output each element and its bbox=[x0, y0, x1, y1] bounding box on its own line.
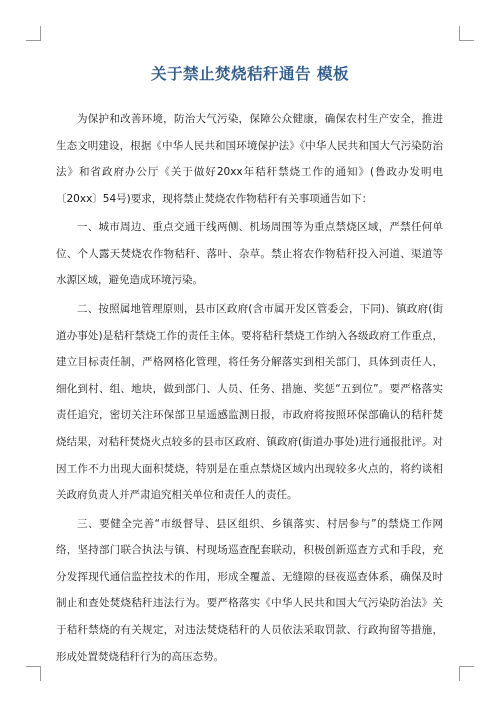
paragraph-intro: 为保护和改善环境，防治大气污染，保障公众健康，确保农村生产安全，推进生态文明建设，根据《中华人民共和国环境保护法》《中华人民共和国大气污染防治法》和省政府办公厅《关于做好20xx年秸秆禁烧工作的通知》(鲁政办发明电〔20xx〕54号)要求，现将禁止焚烧农作物秸秆有关事项通告如下： bbox=[56, 113, 443, 205]
document-body bbox=[56, 106, 443, 672]
crop-mark-bottom-left bbox=[26, 666, 41, 681]
crop-mark-top-right bbox=[459, 26, 474, 41]
paragraph-2: 二、按照属地管理原则，县市区政府(含市属开发区管委会，下同)、镇政府(街道办事处)是秸秆禁烧工作的责任主体。要将秸秆禁烧工作纳入各级政府工作重点，建立目标责任制，严格网格化管理，将任务分解落实到相关部门，具体到责任人，细化到村、组、地块，做到部门、人员、任务、措施、奖惩“五到位”。要严格落实责任追究，密切关注环保部卫星遥感监测日报，市政府将按照环保部确认的秸秆焚烧结果，对秸秆焚烧火点较多的县市区政府、镇政府(街道办事处)进行通报批评。对因工作不力出现大面积焚烧，特别是在重点禁烧区域内出现较多火点的，将约谈相关政府负责人并严肃追究相关单位和责任人的责任。 bbox=[56, 302, 443, 502]
document-title: 关于禁止焚烧秸秆通告 模板 bbox=[151, 65, 349, 83]
paragraph-3: 三、要健全完善“市级督导、县区组织、乡镇落实、村居参与”的禁烧工作网络，坚持部门联合执法与镇、村现场巡查配套联动，积极创新巡查方式和手段，充分发挥现代通信监控技术的作用，形成全覆盖、无缝隙的昼夜巡查体系，确保及时制止和查处焚烧秸秆违法行为。要严格落实《中华人民共和国大气污染防治法》关于秸秆禁烧的有关规定，对违法焚烧秸秆的人员依法采取罚款、行政拘留等措施，形成处置焚烧秸秆行为的高压态势。 bbox=[56, 517, 443, 663]
crop-mark-bottom-right bbox=[459, 666, 474, 681]
paragraph-1: 一、城市周边、重点交通干线两侧、机场周围等为重点禁烧区域，严禁任何单位、个人露天焚烧农作物秸秆、落叶、杂草。禁止将农作物秸秆投入河道、渠道等水源区域，避免造成环境污染。 bbox=[56, 221, 443, 287]
crop-mark-top-left bbox=[26, 26, 41, 41]
